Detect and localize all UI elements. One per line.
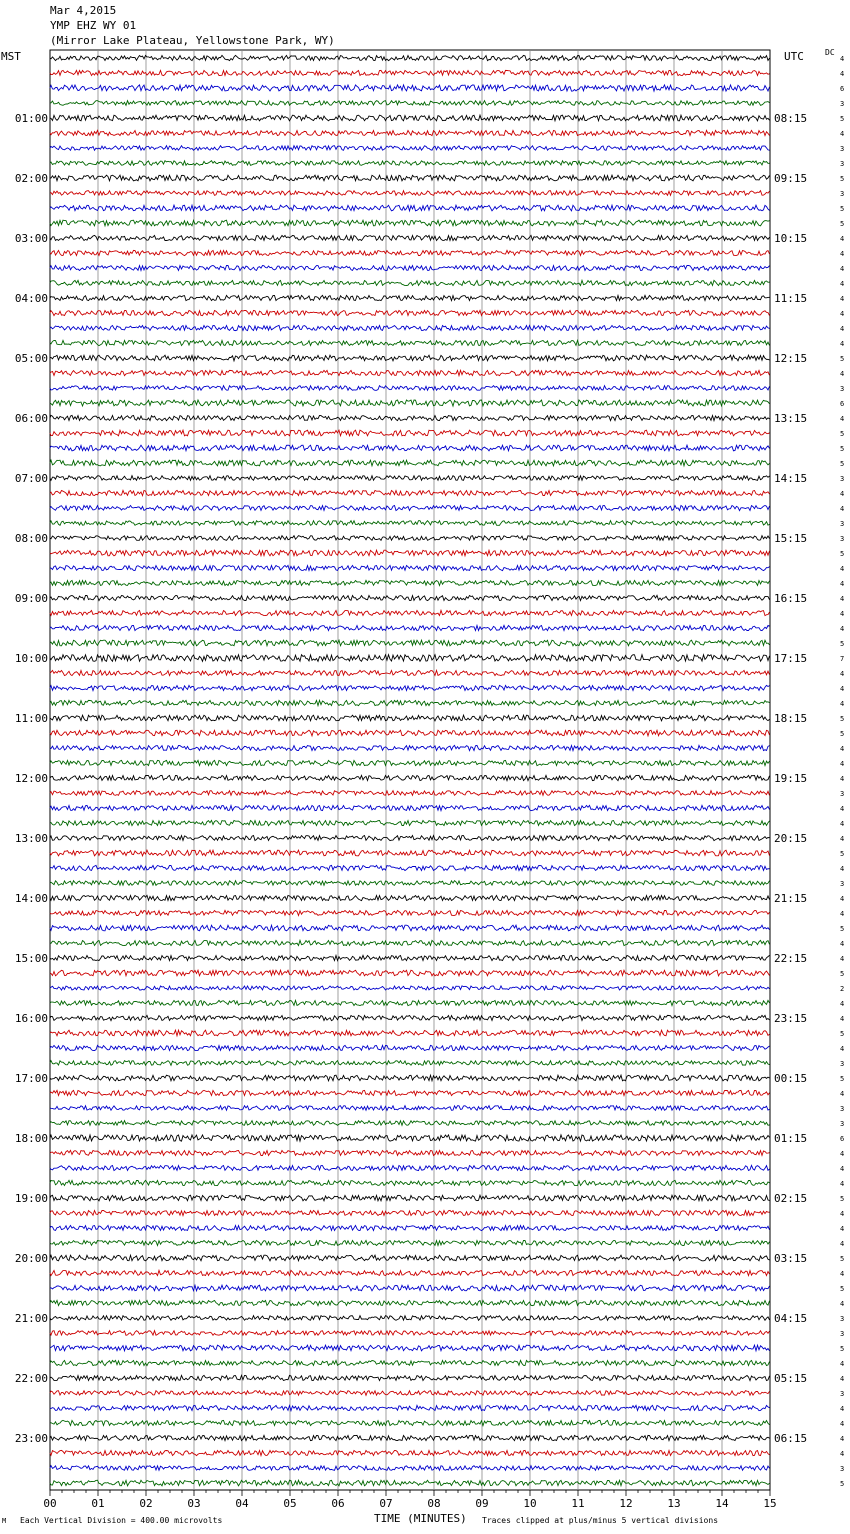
right-hour-label: 20:15 [774,832,808,845]
trace-line [50,925,770,931]
dc-value: 4 [840,1165,845,1173]
trace-line [50,506,770,511]
trace-line [50,1075,770,1081]
trace-line [50,1210,770,1215]
trace-line [50,715,770,721]
left-hour-label: 01:00 [14,112,48,125]
dc-value: 3 [840,880,845,888]
dc-value: 4 [840,1150,845,1158]
trace-line [50,1450,770,1455]
right-hour-label: 23:15 [774,1012,808,1025]
trace-line [50,205,770,211]
dc-value: 4 [840,1015,845,1023]
trace-line [50,955,770,960]
right-hour-label: 09:15 [774,172,808,185]
dc-value: 3 [840,1105,845,1113]
trace-line [50,655,770,662]
trace-line [50,820,770,825]
clip-note: Traces clipped at plus/minus 5 vertical divisions [482,1516,719,1525]
dc-value: 4 [840,955,845,963]
trace-line [50,1345,770,1351]
dc-value: 4 [840,1210,845,1218]
x-axis [43,1490,776,1510]
dc-value: 6 [840,400,845,408]
dc-value: 4 [840,415,845,423]
trace-line [50,400,770,406]
dc-value: 4 [840,895,845,903]
trace-line [50,536,770,541]
left-hour-label: 11:00 [14,712,48,725]
dc-value: 5 [840,1195,845,1203]
dc-value: 4 [840,1405,845,1413]
trace-line [50,791,770,796]
dc-value: 3 [840,790,845,798]
trace-line [50,1106,770,1111]
trace-line [50,625,770,630]
x-tick-label: 09 [475,1497,489,1510]
dc-value: 4 [840,775,845,783]
trace-line [50,175,770,181]
trace-line [50,490,770,495]
trace-line [50,970,770,976]
left-hour-label: 21:00 [14,1312,48,1325]
right-hour-label: 04:15 [774,1312,808,1325]
dc-value: 3 [840,1120,845,1128]
left-hour-label: 03:00 [14,232,48,245]
dc-value: 3 [840,190,845,198]
dc-value: 4 [840,1240,845,1248]
x-tick-label: 11 [571,1497,585,1510]
trace-line [50,130,770,135]
trace-line [50,610,770,615]
dc-value: 4 [840,805,845,813]
left-hour-label: 13:00 [14,832,48,845]
trace-line [50,1225,770,1230]
trace-line [50,760,770,765]
dc-value: 4 [840,1180,845,1188]
trace-line [50,805,770,810]
right-hour-label: 01:15 [774,1132,808,1145]
trace-line [50,235,770,240]
dc-value: 3 [840,385,845,393]
station-location: (Mirror Lake Plateau, Yellowstone Park, WY) [50,34,335,47]
dc-value: 4 [840,610,845,618]
trace-line [50,460,770,466]
dc-value: 4 [840,1450,845,1458]
dc-value: 3 [840,160,845,168]
dc-value: 5 [840,205,845,213]
dc-value: 3 [840,535,845,543]
dc-value: 4 [840,325,845,333]
trace-line [50,265,770,270]
trace-line [50,895,770,900]
trace-line [50,850,770,856]
trace-line [50,295,770,300]
dc-value: 5 [840,175,845,183]
trace-line [50,445,770,451]
dc-value: 4 [840,1045,845,1053]
dc-value: 4 [840,580,845,588]
dc-value: 4 [840,835,845,843]
dc-value: 4 [840,1300,845,1308]
dc-value: 5 [840,730,845,738]
dc-value: 5 [840,355,845,363]
right-hour-label: 12:15 [774,352,808,365]
dc-value: 4 [840,1435,845,1443]
dc-value: 4 [840,820,845,828]
dc-value: 4 [840,745,845,753]
left-hour-label: 07:00 [14,472,48,485]
corner-mark: M [2,1517,7,1525]
dc-value: 4 [840,340,845,348]
trace-line [50,1420,770,1425]
dc-value: 4 [840,910,845,918]
trace-line [50,340,770,345]
x-tick-label: 13 [667,1497,681,1510]
trace-line [50,1121,770,1126]
x-tick-label: 04 [235,1497,249,1510]
trace-line [50,1316,770,1321]
dc-value: 4 [840,55,845,63]
trace-line [50,1435,770,1440]
dc-value: 4 [840,280,845,288]
dc-value: 5 [840,1255,845,1263]
dc-value: 4 [840,130,845,138]
trace-line [50,1000,770,1005]
trace-line [50,565,770,570]
trace-line [50,986,770,990]
trace-line [50,1240,770,1245]
trace-line [50,685,770,690]
trace-line [50,161,770,166]
dc-value: 4 [840,370,845,378]
dc-value: 6 [840,85,845,93]
left-hour-label: 12:00 [14,772,48,785]
trace-line [50,1090,770,1095]
right-timezone-label: UTC [784,50,804,63]
trace-line [50,745,770,750]
dc-value: 4 [840,700,845,708]
right-hour-label: 17:15 [774,652,808,665]
plot-date: Mar 4,2015 [50,4,117,17]
trace-line [50,146,770,151]
right-hour-label: 08:15 [774,112,808,125]
left-hour-label: 04:00 [14,292,48,305]
right-hour-label: 22:15 [774,952,808,965]
dc-value: 4 [840,1420,845,1428]
x-tick-label: 15 [763,1497,777,1510]
dc-value: 3 [840,1390,845,1398]
trace-line [50,101,770,106]
dc-value: 7 [840,655,845,663]
dc-value: 4 [840,295,845,303]
dc-value: 5 [840,445,845,453]
trace-line [50,70,770,75]
dc-value: 5 [840,1075,845,1083]
trace-line [50,730,770,736]
trace-line [50,85,770,91]
left-hour-label: 05:00 [14,352,48,365]
station-code: YMP EHZ WY 01 [50,19,137,32]
dc-value: 5 [840,1030,845,1038]
trace-line [50,310,770,315]
trace-line [50,865,770,870]
dc-values [840,55,844,1488]
left-hour-label: 18:00 [14,1132,48,1145]
scale-note: Each Vertical Division = 400.00 microvolts [20,1516,223,1525]
trace-line [50,910,770,915]
right-hour-label: 03:15 [774,1252,808,1265]
dc-value: 3 [840,1330,845,1338]
dc-value: 4 [840,70,845,78]
dc-value: 3 [840,100,845,108]
right-hour-label: 10:15 [774,232,808,245]
trace-line [50,1300,770,1305]
trace-line [50,836,770,841]
trace-line [50,1180,770,1185]
dc-value: 5 [840,220,845,228]
x-tick-label: 01 [91,1497,105,1510]
dc-value: 4 [840,595,845,603]
trace-line [50,415,770,420]
trace-line [50,1150,770,1155]
dc-value: 3 [840,1060,845,1068]
dc-value: 5 [840,1345,845,1353]
trace-line [50,280,770,285]
trace-line [50,580,770,585]
dc-value: 5 [840,430,845,438]
x-tick-label: 02 [139,1497,153,1510]
dc-value: 5 [840,1285,845,1293]
dc-value: 5 [840,970,845,978]
trace-line [50,670,770,675]
trace-line [50,700,770,705]
trace-line [50,476,770,481]
dc-value: 4 [840,265,845,273]
dc-value: 3 [840,1465,845,1473]
right-hour-label: 14:15 [774,472,808,485]
trace-line [50,1405,770,1410]
x-tick-label: 10 [523,1497,537,1510]
x-tick-label: 00 [43,1497,57,1510]
trace-line [50,940,770,945]
x-tick-label: 07 [379,1497,393,1510]
trace-line [50,355,770,361]
dc-value: 5 [840,715,845,723]
left-hour-label: 08:00 [14,532,48,545]
x-axis-title: TIME (MINUTES) [374,1512,467,1525]
trace-line [50,1375,770,1380]
dc-value: 4 [840,310,845,318]
left-hour-label: 10:00 [14,652,48,665]
dc-value: 4 [840,235,845,243]
trace-line [50,386,770,391]
dc-value: 5 [840,460,845,468]
x-tick-label: 03 [187,1497,201,1510]
dc-value: 4 [840,1000,845,1008]
trace-line [50,1466,770,1471]
right-hour-label: 00:15 [774,1072,808,1085]
left-hour-label: 22:00 [14,1372,48,1385]
trace-line [50,521,770,526]
left-hour-label: 16:00 [14,1012,48,1025]
trace-line [50,595,770,600]
right-hour-labels [774,112,807,1445]
trace-line [50,1331,770,1336]
dc-value: 5 [840,550,845,558]
trace-line [50,1360,770,1365]
x-tick-label: 12 [619,1497,633,1510]
dc-value: 4 [840,625,845,633]
dc-value: 6 [840,1135,845,1143]
dc-value: 5 [840,640,845,648]
trace-line [50,370,770,375]
left-hour-label: 06:00 [14,412,48,425]
left-hour-label: 20:00 [14,1252,48,1265]
trace-line [50,430,770,436]
dc-value: 4 [840,670,845,678]
trace-line [50,250,770,255]
dc-value: 4 [840,1360,845,1368]
dc-value: 4 [840,940,845,948]
right-hour-label: 15:15 [774,532,808,545]
dc-value: 4 [840,505,845,513]
trace-line [50,881,770,886]
left-hour-label: 14:00 [14,892,48,905]
left-hour-label: 17:00 [14,1072,48,1085]
left-timezone-label: MST [1,50,21,63]
dc-value: 4 [840,565,845,573]
dc-value: 5 [840,850,845,858]
right-hour-label: 16:15 [774,592,808,605]
dc-value: 4 [840,250,845,258]
trace-line [50,1480,770,1486]
left-hour-label: 19:00 [14,1192,48,1205]
trace-line [50,775,770,780]
right-hour-label: 06:15 [774,1432,808,1445]
left-hour-label: 23:00 [14,1432,48,1445]
dc-value: 4 [840,760,845,768]
dc-value: 4 [840,490,845,498]
x-tick-label: 05 [283,1497,297,1510]
dc-header-label: DC [825,48,835,57]
x-tick-label: 14 [715,1497,729,1510]
right-hour-label: 11:15 [774,292,808,305]
trace-line [50,1285,770,1291]
right-hour-label: 02:15 [774,1192,808,1205]
dc-value: 4 [840,1375,845,1383]
dc-value: 4 [840,685,845,693]
trace-line [50,220,770,226]
x-tick-label: 08 [427,1497,441,1510]
trace-line [50,115,770,121]
trace-line [50,191,770,196]
trace-line [50,325,770,330]
trace-line [50,1135,770,1141]
trace-line [50,1045,770,1050]
right-hour-label: 18:15 [774,712,808,725]
dc-value: 4 [840,1090,845,1098]
right-hour-label: 19:15 [774,772,808,785]
trace-line [50,1270,770,1275]
trace-line [50,1391,770,1396]
trace-line [50,550,770,556]
trace-line [50,1061,770,1066]
dc-value: 5 [840,115,845,123]
trace-line [50,1030,770,1036]
seismic-traces [50,55,770,1485]
dc-value: 5 [840,925,845,933]
left-hour-labels [15,112,48,1445]
trace-line [50,1195,770,1201]
trace-line [50,55,770,60]
trace-line [50,1165,770,1170]
left-hour-label: 02:00 [14,172,48,185]
left-hour-label: 09:00 [14,592,48,605]
right-hour-label: 21:15 [774,892,808,905]
left-hour-label: 15:00 [14,952,48,965]
dc-value: 3 [840,520,845,528]
trace-line [50,1015,770,1020]
dc-value: 3 [840,1315,845,1323]
trace-line [50,640,770,646]
dc-value: 5 [840,1480,845,1488]
x-tick-label: 06 [331,1497,345,1510]
trace-line [50,1255,770,1261]
dc-value: 4 [840,865,845,873]
dc-value: 2 [840,985,845,993]
right-hour-label: 13:15 [774,412,808,425]
dc-value: 3 [840,145,845,153]
dc-value: 3 [840,475,845,483]
right-hour-label: 05:15 [774,1372,808,1385]
dc-value: 4 [840,1270,845,1278]
dc-value: 4 [840,1225,845,1233]
